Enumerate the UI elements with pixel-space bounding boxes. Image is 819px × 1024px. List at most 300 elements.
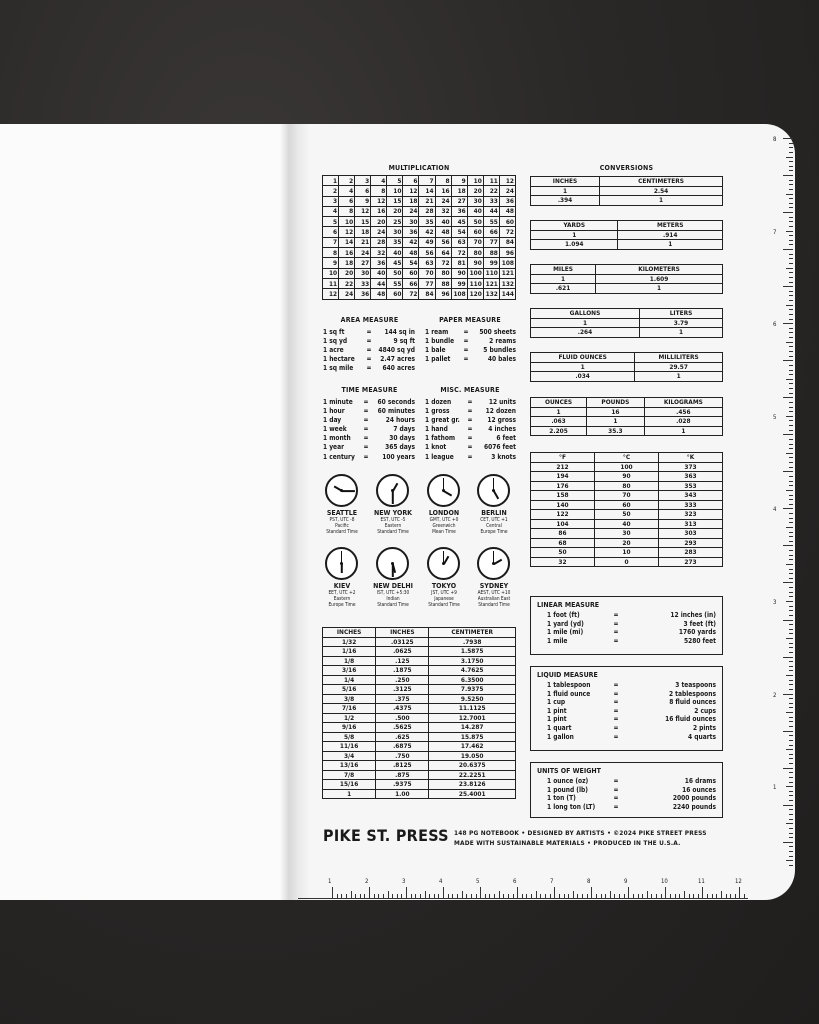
measure-row (323, 398, 415, 407)
measure-value: 8 fluid ounces (669, 698, 716, 707)
table-header-cell: GALLONS (531, 309, 640, 319)
ruler-number: 5 (476, 878, 480, 885)
mult-cell: 6 (355, 186, 371, 196)
table-cell: 283 (659, 548, 723, 558)
equals-sign: = (613, 689, 619, 698)
mult-cell: 6 (323, 227, 339, 237)
ruler-number: 1 (773, 784, 777, 792)
mult-cell: 1 (323, 176, 339, 186)
timezone-name: Standard Time (377, 530, 409, 535)
measure-unit: 1 bale (425, 346, 446, 355)
area-measure-list (323, 328, 415, 373)
mult-cell: 108 (451, 289, 467, 299)
measure-unit: 1 pound (lb) (547, 785, 588, 794)
mult-cell: 35 (419, 217, 435, 227)
table-row (323, 647, 516, 657)
measure-row (323, 364, 415, 373)
table-cell: 68 (531, 538, 595, 548)
ruler-tick (679, 894, 680, 899)
ruler-number: 5 (773, 413, 777, 421)
ruler-tick (789, 184, 793, 185)
mult-cell: 63 (451, 237, 467, 247)
table-cell: .6875 (376, 742, 429, 752)
equals-sign: = (613, 794, 619, 803)
ruler-tick (789, 143, 793, 144)
mult-cell: 18 (403, 196, 419, 206)
mult-cell: 16 (339, 248, 355, 258)
ruler-tick (789, 707, 793, 708)
ruler-tick (789, 332, 793, 333)
conversion-pair-table (530, 176, 723, 206)
ruler-tick (789, 643, 793, 644)
table-header-cell: INCHES (376, 628, 429, 638)
horizontal-ruler (298, 875, 748, 900)
timezone-name: Japanese (434, 597, 454, 602)
table-row (531, 519, 723, 529)
ruler-tick (789, 856, 793, 857)
table-cell: 29.57 (635, 362, 723, 372)
mult-cell: 70 (467, 237, 483, 247)
measure-value: 9 sq ft (393, 337, 415, 346)
ruler-tick (789, 203, 793, 204)
ruler-tick (744, 894, 745, 899)
mult-cell: 80 (435, 268, 451, 278)
ruler-tick (786, 305, 793, 306)
left-blank-page (0, 124, 288, 900)
ruler-tick (783, 212, 793, 213)
ruler-tick (789, 684, 793, 685)
mult-cell: 144 (499, 289, 515, 299)
measure-value: 6076 feet (483, 443, 516, 452)
mult-cell: 18 (339, 258, 355, 268)
ruler-tick (789, 550, 793, 551)
measure-unit: 1 fluid ounce (547, 689, 591, 698)
ruler-tick (531, 894, 532, 899)
table-cell: .034 (531, 372, 635, 382)
table-cell: 70 (595, 491, 659, 501)
measure-unit: 1 pallet (425, 355, 451, 364)
mult-row (323, 289, 516, 299)
ruler-tick (789, 819, 793, 820)
mult-cell: 99 (451, 278, 467, 288)
table-row (531, 230, 723, 240)
table-row (531, 491, 723, 501)
mult-cell: 35 (387, 237, 403, 247)
table-cell: .750 (376, 751, 429, 761)
mult-cell: 48 (371, 289, 387, 299)
table-header-row (531, 309, 723, 319)
equals-sign: = (613, 636, 619, 645)
mult-cell: 132 (483, 289, 499, 299)
linear-measure-box (530, 596, 723, 655)
table-cell: 50 (531, 548, 595, 558)
measure-value: 7 days (393, 425, 415, 434)
mult-row (323, 268, 516, 278)
mult-cell: 10 (467, 176, 483, 186)
ruler-tick (789, 217, 793, 218)
ruler-tick (789, 777, 793, 778)
ruler-tick (789, 495, 793, 496)
measure-row (425, 453, 516, 462)
measure-value: 30 days (389, 434, 415, 443)
ruler-tick (789, 430, 793, 431)
measure-row (323, 434, 415, 443)
ruler-tick (789, 865, 793, 866)
ruler-tick (689, 894, 690, 899)
table-cell: 343 (659, 491, 723, 501)
ruler-tick (513, 894, 514, 899)
ruler-tick (559, 894, 560, 899)
equals-sign: = (366, 355, 372, 364)
mult-cell: 30 (467, 196, 483, 206)
table-cell: 60 (595, 500, 659, 510)
ruler-number: 6 (513, 878, 517, 885)
measure-row (323, 337, 415, 346)
city-name: KIEV (333, 582, 351, 590)
table-cell: 158 (531, 491, 595, 501)
ruler-tick (789, 578, 793, 579)
measure-value: 4 inches (488, 425, 516, 434)
timezone-code: EST, UTC -5 (380, 518, 406, 523)
table-cell: .063 (531, 417, 587, 427)
ruler-tick (789, 763, 793, 764)
table-row (531, 417, 723, 427)
clock-center (340, 562, 343, 565)
measure-value: 2 cups (694, 706, 716, 715)
ruler-number: 7 (550, 878, 554, 885)
measure-value: 500 sheets (479, 328, 516, 336)
mult-cell: 12 (339, 227, 355, 237)
inch-centimeter-table (322, 627, 516, 799)
ruler-tick (783, 471, 793, 472)
ruler-number: 6 (773, 321, 777, 329)
ruler-tick (783, 138, 793, 139)
ruler-tick (783, 434, 793, 435)
ruler-tick (619, 894, 620, 899)
ruler-tick (789, 319, 793, 320)
table-cell: .375 (376, 694, 429, 704)
table-cell: 23.8126 (429, 780, 516, 790)
ruler-tick (789, 559, 793, 560)
mult-row (323, 258, 516, 268)
measure-row (547, 707, 716, 716)
table-row (531, 538, 723, 548)
equals-sign: = (366, 364, 372, 373)
table-row (531, 472, 723, 482)
equals-sign: = (363, 425, 369, 434)
mult-cell: 44 (371, 278, 387, 288)
ruler-tick (789, 263, 793, 264)
timezone-name: Standard Time (326, 530, 358, 535)
table-header-cell: OUNCES (531, 398, 587, 408)
table-cell: 1 (596, 284, 723, 294)
measure-unit: 1 hand (425, 425, 448, 434)
ruler-tick (789, 689, 793, 690)
measure-row (547, 803, 716, 812)
ruler-tick (789, 351, 793, 352)
table-row (531, 481, 723, 491)
table-cell: 1/8 (323, 656, 376, 666)
ruler-tick (786, 823, 793, 824)
timezone-code: JST, UTC +9 (431, 591, 457, 596)
ruler-tick (369, 887, 370, 899)
measure-value: 2000 pounds (672, 794, 716, 803)
equals-sign: = (363, 443, 369, 452)
ruler-tick (789, 782, 793, 783)
timezone-code: CET, UTC +1 (480, 518, 508, 523)
equals-sign: = (366, 346, 372, 355)
table-row (323, 770, 516, 780)
clock-face (325, 474, 358, 507)
mult-cell: 14 (339, 237, 355, 247)
measure-value: 16 ounces (682, 785, 716, 794)
table-cell: 13/16 (323, 761, 376, 771)
page-gutter (280, 124, 310, 900)
measure-value: 60 seconds (377, 398, 415, 406)
mult-cell: 55 (387, 278, 403, 288)
mult-row (323, 237, 516, 247)
ruler-tick (789, 652, 793, 653)
vertical-ruler (770, 130, 795, 870)
ruler-tick (789, 740, 793, 741)
table-row (323, 723, 516, 733)
mult-cell: 110 (467, 278, 483, 288)
ruler-tick (411, 894, 412, 899)
ruler-tick (485, 894, 486, 899)
ruler-tick (610, 891, 611, 899)
table-cell: 5/8 (323, 732, 376, 742)
table-cell: .03125 (376, 637, 429, 647)
table-cell: 1 (323, 789, 376, 799)
mult-cell: 6 (339, 196, 355, 206)
ruler-tick (789, 800, 793, 801)
mult-cell: 7 (323, 237, 339, 247)
time-measure-title: TIME MEASURE (341, 386, 398, 394)
mult-cell: 16 (435, 186, 451, 196)
table-cell: 50 (595, 510, 659, 520)
mult-row (323, 186, 516, 196)
table-cell: .914 (618, 230, 723, 240)
mult-cell: 60 (387, 289, 403, 299)
mult-cell: 8 (371, 186, 387, 196)
ruler-tick (789, 726, 793, 727)
ruler-tick (783, 694, 793, 695)
table-header-cell: YARDS (531, 221, 618, 231)
measure-value: 100 years (382, 452, 415, 461)
mult-cell: 24 (339, 289, 355, 299)
table-cell: 1 (618, 240, 723, 250)
mult-row (323, 176, 516, 186)
ruler-tick (647, 891, 648, 899)
ruler-tick (789, 758, 793, 759)
ruler-tick (614, 894, 615, 899)
mult-cell: 8 (323, 248, 339, 258)
measure-value: 16 fluid ounces (665, 715, 716, 724)
measure-unit: 1 tablespoon (547, 681, 591, 689)
ruler-tick (789, 504, 793, 505)
ruler-tick (438, 894, 439, 899)
ruler-tick (707, 894, 708, 899)
measure-unit: 1 day (323, 416, 342, 425)
measure-unit: 1 knot (425, 443, 447, 452)
mult-cell: 72 (451, 248, 467, 258)
ruler-tick (783, 731, 793, 732)
measure-row (323, 443, 415, 452)
ruler-tick (480, 887, 481, 899)
ruler-baseline (298, 898, 748, 899)
table-row (531, 407, 723, 417)
ruler-tick (789, 295, 793, 296)
ruler-number: 8 (587, 878, 591, 885)
ruler-tick (783, 805, 793, 806)
ruler-tick (789, 152, 793, 153)
mult-cell: 36 (499, 196, 515, 206)
ruler-tick (789, 439, 793, 440)
timezone-name: Pacific (335, 524, 349, 529)
ruler-tick (415, 894, 416, 899)
ruler-number: 4 (773, 506, 777, 514)
ruler-number: 7 (773, 228, 777, 236)
ruler-tick (337, 894, 338, 899)
measure-value: 12 gross (487, 416, 516, 425)
ruler-tick (789, 596, 793, 597)
table-cell: 1 (531, 362, 635, 372)
mult-cell: 36 (355, 289, 371, 299)
measure-unit: 1 sq ft (323, 328, 345, 336)
mult-cell: 32 (371, 248, 387, 258)
units-of-weight-box (530, 762, 723, 818)
ruler-tick (624, 894, 625, 899)
ruler-tick (494, 894, 495, 899)
measure-row (425, 328, 516, 337)
equals-sign: = (363, 434, 369, 443)
table-cell: .028 (644, 417, 722, 427)
ruler-tick (341, 894, 342, 899)
ruler-tick (786, 416, 793, 417)
ruler-tick (789, 661, 793, 662)
minute-hand (342, 490, 355, 492)
table-row (531, 500, 723, 510)
table-cell: .4375 (376, 704, 429, 714)
mult-cell: 24 (371, 227, 387, 237)
table-cell: 0 (595, 557, 659, 567)
measure-value: 4 quarts (688, 732, 716, 741)
measure-unit: 1 ton (T) (547, 794, 576, 803)
ruler-tick (545, 894, 546, 899)
measure-value: 12 units (488, 398, 516, 406)
measure-unit: 1 cup (547, 698, 566, 707)
measure-row (547, 733, 716, 742)
ruler-tick (550, 894, 551, 899)
city-name: LONDON (428, 509, 460, 517)
ruler-tick (786, 231, 793, 232)
ruler-tick (378, 894, 379, 899)
mult-cell: 4 (323, 206, 339, 216)
ruler-tick (665, 887, 666, 899)
table-row (531, 240, 723, 250)
mult-cell: 6 (403, 176, 419, 186)
mult-cell: 20 (467, 186, 483, 196)
ruler-tick (789, 851, 793, 852)
table-cell: 3/4 (323, 751, 376, 761)
table-header-row (531, 265, 723, 275)
mult-cell: 66 (403, 278, 419, 288)
ruler-tick (789, 180, 793, 181)
units-of-weight-list (537, 777, 716, 811)
mult-cell: 60 (403, 268, 419, 278)
ruler-tick (656, 894, 657, 899)
measure-unit: 1 sq yd (323, 337, 348, 346)
ruler-tick (536, 891, 537, 899)
ruler-tick (783, 620, 793, 621)
ruler-tick (786, 564, 793, 565)
table-cell: .7938 (429, 637, 516, 647)
mult-row (323, 248, 516, 258)
table-cell: .1875 (376, 666, 429, 676)
table-header-cell: POUNDS (587, 398, 645, 408)
table-cell: 15.875 (429, 732, 516, 742)
table-cell: 16 (587, 407, 645, 417)
ruler-tick (786, 675, 793, 676)
mult-cell: 72 (403, 289, 419, 299)
ruler-tick (789, 383, 793, 384)
ruler-tick (789, 481, 793, 482)
ruler-tick (786, 342, 793, 343)
ruler-tick (789, 795, 793, 796)
mult-cell: 20 (371, 217, 387, 227)
ruler-tick (786, 453, 793, 454)
ruler-tick (783, 842, 793, 843)
mult-cell: 63 (419, 258, 435, 268)
conversion-pair-table (530, 352, 723, 382)
equals-sign: = (463, 328, 469, 336)
ruler-tick (789, 291, 793, 292)
ruler-tick (642, 894, 643, 899)
table-row (323, 656, 516, 666)
ruler-tick (471, 894, 472, 899)
measure-value: 5 bundles (483, 346, 516, 355)
timezone-code: AEST, UTC +10 (477, 591, 511, 596)
table-cell: 1/16 (323, 647, 376, 657)
table-cell: 140 (531, 500, 595, 510)
mult-cell: 9 (323, 258, 339, 268)
table-cell: 6.3500 (429, 675, 516, 685)
table-header-cell: MILLILITERS (635, 353, 723, 363)
liquid-measure-box (530, 666, 723, 751)
measure-row (425, 434, 516, 443)
table-row (323, 704, 516, 714)
measure-row (323, 346, 415, 355)
clock-face (427, 547, 460, 580)
equals-sign: = (613, 715, 619, 724)
ruler-tick (789, 606, 793, 607)
mult-cell: 15 (355, 217, 371, 227)
equals-sign: = (613, 802, 619, 811)
table-header-row (531, 398, 723, 408)
clock-center (492, 489, 495, 492)
ruler-tick (789, 555, 793, 556)
ruler-tick (355, 894, 356, 899)
ruler-tick (789, 573, 793, 574)
ruler-tick (789, 717, 793, 718)
measure-row (547, 724, 716, 733)
footer-line-2: MADE WITH SUSTAINABLE MATERIALS • PRODUCED IN THE U.S.A. (454, 839, 681, 847)
ruler-number: 11 (698, 878, 705, 885)
timezone-name: Standard Time (377, 603, 409, 608)
measure-unit: 1 minute (323, 398, 353, 406)
table-header-cell: INCHES (531, 177, 600, 187)
measure-row (425, 398, 516, 407)
